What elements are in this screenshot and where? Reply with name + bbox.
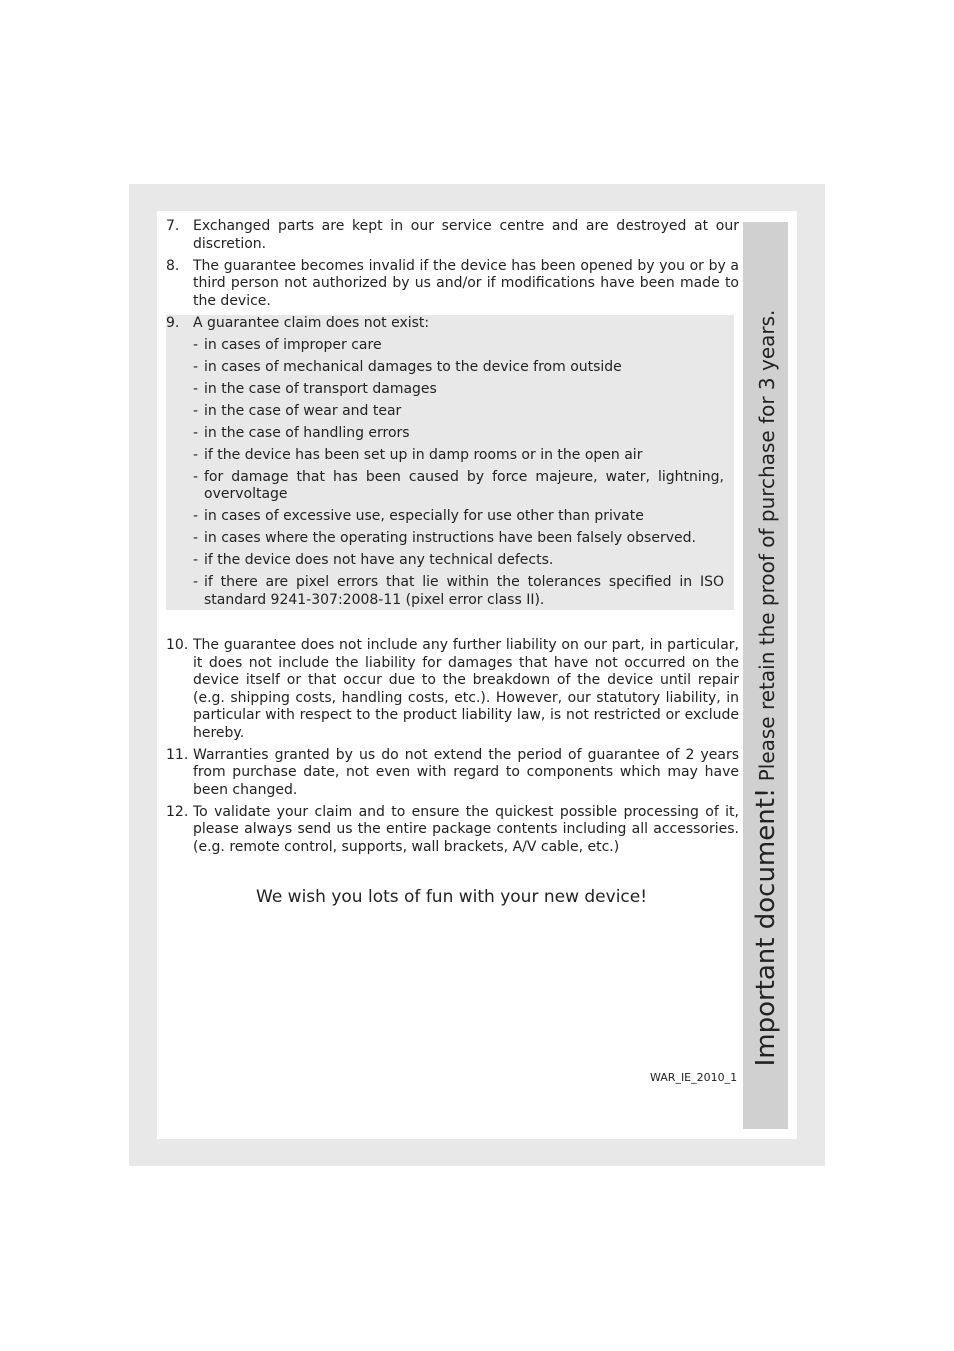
document-code: WAR_IE_2010_1 <box>650 1071 738 1084</box>
sidebar-notice <box>751 310 781 1067</box>
exclusion-text: in the case of wear and tear <box>204 402 402 419</box>
term-body <box>193 315 734 610</box>
exclusion-item: - for damage that has been caused by force majeure, water, lightning, overvoltage <box>193 469 734 504</box>
exclusion-item: - in cases of improper care <box>193 337 734 355</box>
term-text: Warranties granted by us do not extend the period of guarantee of 2 years from purchase date, not even with regard to components which may have been changed. <box>193 746 739 798</box>
sidebar-notice-rest: Please retain the proof of purchase for 3 years. <box>755 309 779 788</box>
exclusion-item: - in cases of excessive use, especially for use other than private <box>193 508 734 526</box>
term-number: 7. <box>166 218 180 234</box>
exclusion-item: - if there are pixel errors that lie within the tolerances specified in ISO standard 9241-307:2008-11 (pixel error class II). <box>193 574 734 609</box>
exclusion-text: in the case of transport damages <box>204 380 437 397</box>
closing-message: We wish you lots of fun with your new device! <box>256 887 648 907</box>
exclusion-item: - in cases of mechanical damages to the device from outside <box>193 359 734 377</box>
exclusion-item: - in the case of handling errors <box>193 425 734 443</box>
term-number: 10. <box>166 637 189 653</box>
exclusion-text: in cases of mechanical damages to the device from outside <box>204 358 622 375</box>
exclusion-item: - if the device has been set up in damp rooms or in the open air <box>193 447 734 465</box>
term-number: 11. <box>166 746 189 763</box>
exclusion-item: - in the case of wear and tear <box>193 403 734 421</box>
term-number: 8. <box>166 257 180 274</box>
exclusion-item: - in the case of transport damages <box>193 381 734 399</box>
term-text: To validate your claim and to ensure the quickest possible processing of it, please always send us the entire package contents including all accessories. (e.g. remote control, supports, wall brackets, A/V cable, etc.) <box>193 803 739 855</box>
exclusion-text: if there are pixel errors that lie within the tolerances specified in ISO standard 9241-307:2008-11 (pixel error class II). <box>204 574 724 608</box>
term-number: 12. <box>166 803 189 820</box>
term-number: 9. <box>166 314 180 331</box>
exclusion-text: in the case of handling errors <box>204 424 410 441</box>
sidebar-notice-strong: Important document! <box>751 787 781 1067</box>
term-item-10 <box>166 637 739 742</box>
term-text: The guarantee does not include any further liability on our part, in particular, it does not include the liability for damages that have not occurred on the device itself or that occur due to the breakdown of the device until repair (e.g. shipping costs, handling costs, etc.). However, our statutory liability, in particular with respect to the product liability law, is not restricted or exclude hereby. <box>193 637 739 741</box>
exclusion-item: - if the device does not have any technical defects. <box>193 552 734 570</box>
exclusion-text: in cases of excessive use, especially for use other than private <box>204 508 644 524</box>
term-item-11 <box>166 747 739 800</box>
term-item-8 <box>166 258 739 311</box>
exclusion-text: for damage that has been caused by force majeure, water, lightning, overvoltage <box>204 468 724 502</box>
exclusions-block <box>166 315 734 611</box>
term-text: A guarantee claim does not exist: <box>193 314 430 331</box>
guarantee-terms <box>166 218 739 861</box>
term-text: The guarantee becomes invalid if the device has been opened by you or by a third person not authorized by us and/or if modifications have been made to the device. <box>193 257 739 309</box>
term-item-9 <box>166 315 734 610</box>
exclusion-text: if the device has been set up in damp rooms or in the open air <box>204 446 643 463</box>
term-text: Exchanged parts are kept in our service centre and are destroyed at our discretion. <box>193 218 739 252</box>
term-item-12 <box>166 804 739 857</box>
exclusion-text: if the device does not have any technical defects. <box>204 552 554 568</box>
term-item-7 <box>166 218 739 253</box>
exclusion-item: - in cases where the operating instructions have been falsely observed. <box>193 530 734 548</box>
exclusion-text: in cases where the operating instructions have been falsely observed. <box>204 530 696 546</box>
exclusion-text: in cases of improper care <box>204 336 382 353</box>
